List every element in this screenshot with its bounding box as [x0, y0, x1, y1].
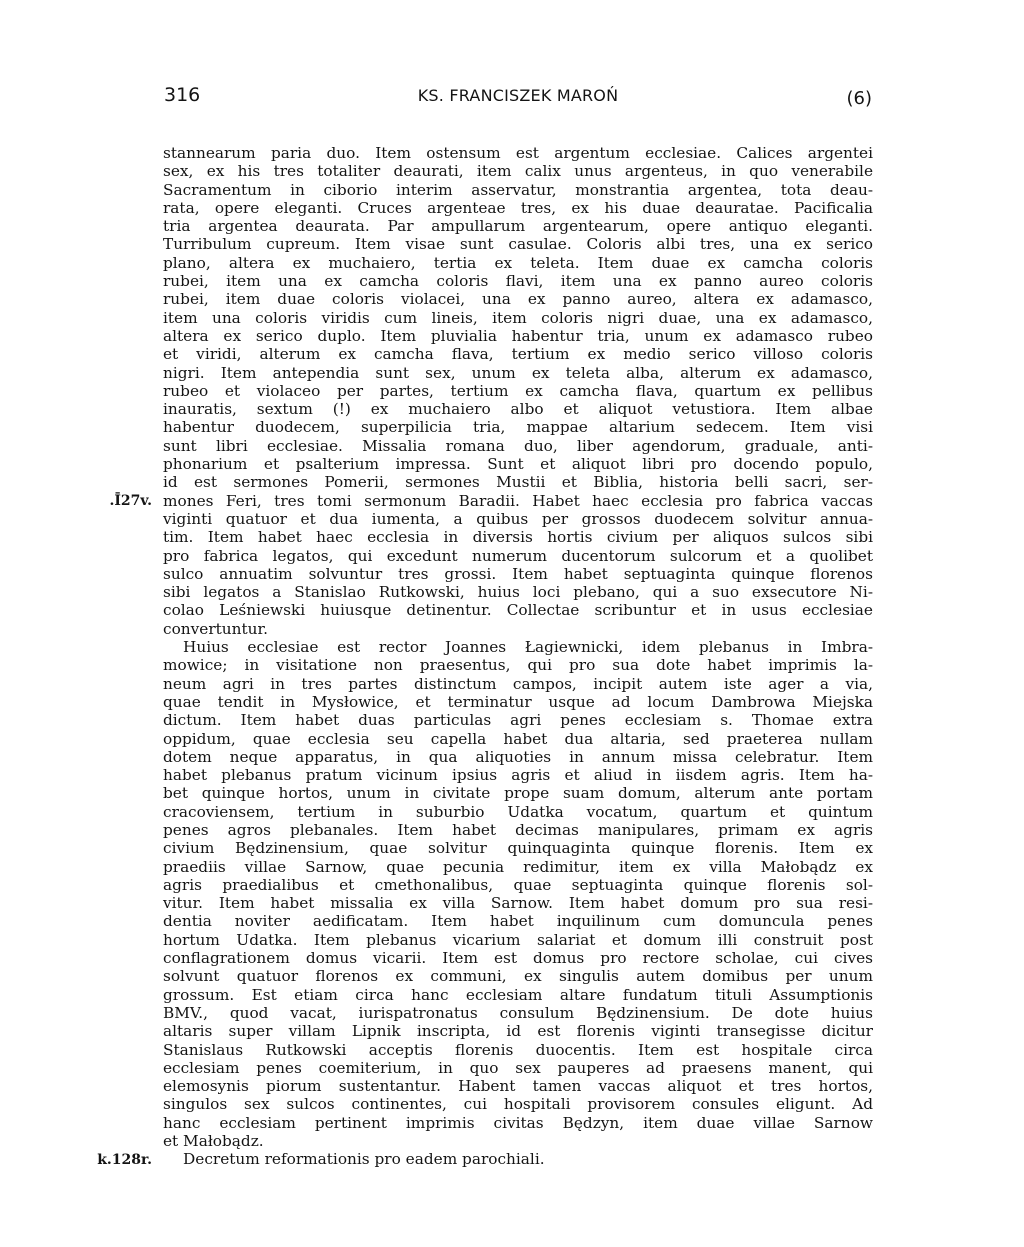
text-line: pro fabrica legatos, qui excedunt numerum ducentorum sulcorum et a quolibet: [163, 546, 873, 565]
text-line: penes agros plebanales. Item habet decimas manipulares, primam ex agris: [163, 820, 873, 839]
text-line: singulos sex sulcos continentes, cui hospitali provisorem consules eligunt. Ad: [163, 1095, 873, 1114]
text-line: quae tendit in Mysłowice, et terminatur usque ad locum Dambrowa Miejska: [163, 692, 873, 711]
text-line: Sacramentum in ciborio interim asservatur, monstrantia argentea, tota deau-: [163, 180, 873, 199]
text-line: rata, opere eleganti. Cruces argenteae tres, ex his duae deauratae. Pacificalia: [163, 198, 873, 217]
text-line: viginti quatuor et dua iumenta, a quibus per grossos duodecem solvitur annua-: [163, 509, 873, 528]
text-line: altera ex serico duplo. Item pluvialia habentur tria, unum ex adamasco rubeo: [163, 326, 873, 345]
text-line: Stanislaus Rutkowski acceptis florenis duocentis. Item est hospitale circa: [163, 1040, 873, 1059]
text-line: habentur duodecem, superpilicia tria, mappae altarium sedecem. Item visi: [163, 418, 873, 437]
text-line: bet quinque hortos, unum in civitate prope suam domum, alterum ante portam: [163, 784, 873, 803]
text-line: stannearum paria duo. Item ostensum est argentum ecclesiae. Calices argentei: [163, 144, 873, 162]
folio-marker: .Ī27v.: [109, 492, 152, 509]
text-line: et viridi, alterum ex camcha flava, tertium ex medio serico villoso coloris: [163, 345, 873, 364]
text-line: praediis villae Sarnow, quae pecunia redimitur, item ex villa Małobądz ex: [163, 857, 873, 876]
text-line: item una coloris viridis cum lineis, item coloris nigri duae, una ex adamasco,: [163, 308, 873, 327]
text-line: Decretum reformationis pro eadem parochiali.: [183, 1150, 545, 1169]
section-number: (6): [846, 88, 872, 109]
text-line: nigri. Item antependia sunt sex, unum ex teleta alba, alterum ex adamasco,: [163, 363, 873, 382]
text-line: rubei, item una ex camcha coloris flavi, item una ex panno aureo coloris: [163, 272, 873, 291]
text-line: BMV., quod vacat, iurispatronatus consulum Będzinensium. De dote huius: [163, 1003, 873, 1022]
running-head: KS. FRANCISZEK MAROŃ: [417, 86, 619, 105]
text-line: et Małobądz.: [163, 1132, 264, 1151]
text-line: ecclesiam penes coemiterium, in quo sex pauperes ad praesens manent, qui: [163, 1058, 873, 1077]
body-text: [163, 144, 873, 1169]
text-line: phonarium et psalterium impressa. Sunt et aliquot libri pro docendo populo,: [163, 455, 873, 474]
text-line: vitur. Item habet missalia ex villa Sarnow. Item habet domum pro sua resi-: [163, 894, 873, 913]
text-line: civium Będzinensium, quae solvitur quinquaginta quinque florenis. Item ex: [163, 839, 873, 858]
text-line: agris praedialibus et cmethonalibus, quae septuaginta quinque florenis sol-: [163, 875, 873, 894]
text-line: id est sermones Pomerii, sermones Mustii et Biblia, historia belli sacri, ser-: [163, 473, 873, 492]
text-line: Huius ecclesiae est rector Joannes Łagiewnicki, idem plebanus in Imbra-: [183, 638, 873, 657]
text-line: inauratis, sextum (!) ex muchaiero albo et aliquot vetustiora. Item albae: [163, 400, 873, 419]
text-line: dictum. Item habet duas particulas agri penes ecclesiam s. Thomae extra: [163, 711, 873, 730]
text-line: colao Leśniewski huiusque detinentur. Collectae scribuntur et in usus ecclesiae: [163, 601, 873, 620]
text-line: solvunt quatuor florenos ex communi, ex singulis autem domibus per unum: [163, 967, 873, 986]
text-line: sex, ex his tres totaliter deaurati, item calix unus argenteus, in quo venerabile: [163, 162, 873, 181]
folio-marker: k.128r.: [97, 1151, 152, 1168]
text-line: altaris super villam Lipnik inscripta, id est florenis viginti transegisse dicitur: [163, 1022, 873, 1041]
text-line: grossum. Est etiam circa hanc ecclesiam altare fundatum tituli Assumptionis: [163, 985, 873, 1004]
text-line: dentia noviter aedificatam. Item habet inquilinum cum domuncula penes: [163, 912, 873, 931]
text-line: sulco annuatim solvuntur tres grossi. Item habet septuaginta quinque florenos: [163, 564, 873, 583]
text-line: hortum Udatka. Item plebanus vicarium salariat et domum illi construit post: [163, 930, 873, 949]
text-line: rubeo et violaceo per partes, tertium ex camcha flava, quartum ex pellibus: [163, 381, 873, 400]
text-line: mowice; in visitatione non praesentus, qui pro sua dote habet imprimis la-: [163, 656, 873, 675]
text-line: sibi legatos a Stanislao Rutkowski, huius loci plebano, qui a suo exsecutore Ni-: [163, 583, 873, 602]
text-line: neum agri in tres partes distinctum campos, incipit autem iste ager a via,: [163, 674, 873, 693]
text-line: sunt libri ecclesiae. Missalia romana duo, liber agendorum, graduale, anti-: [163, 436, 873, 455]
page-header: [164, 84, 872, 114]
text-line: convertuntur.: [163, 619, 268, 638]
text-line: conflagrationem domus vicarii. Item est domus pro rectore scholae, cui cives: [163, 949, 873, 968]
text-line: tria argentea deaurata. Par ampullarum argentearum, opere antiquo eleganti.: [163, 217, 873, 236]
text-line: hanc ecclesiam pertinent imprimis civitas Będzyn, item duae villae Sarnow: [163, 1113, 873, 1132]
text-line: dotem neque apparatus, in qua aliquoties in annum missa celebratur. Item: [163, 747, 873, 766]
text-line: elemosynis piorum sustentantur. Habent tamen vaccas aliquot et tres hortos,: [163, 1077, 873, 1096]
text-line: mones Feri, tres tomi sermonum Baradii. Habet haec ecclesia pro fabrica vaccas: [163, 491, 873, 510]
text-line: habet plebanus pratum vicinum ipsius agris et aliud in iisdem agris. Item ha-: [163, 766, 873, 785]
text-line: rubei, item duae coloris violacei, una ex panno aureo, altera ex adamasco,: [163, 290, 873, 309]
text-line: tim. Item habet haec ecclesia in diversis hortis civium per aliquos sulcos sibi: [163, 528, 873, 547]
text-line: plano, altera ex muchaiero, tertia ex teleta. Item duae ex camcha coloris: [163, 253, 873, 272]
page-number: 316: [164, 84, 201, 106]
text-line: Turribulum cupreum. Item visae sunt casulae. Coloris albi tres, una ex serico: [163, 235, 873, 254]
text-line: cracoviensem, tertium in suburbio Udatka vocatum, quartum et quintum: [163, 802, 873, 821]
text-line: oppidum, quae ecclesia seu capella habet dua altaria, sed praeterea nullam: [163, 729, 873, 748]
